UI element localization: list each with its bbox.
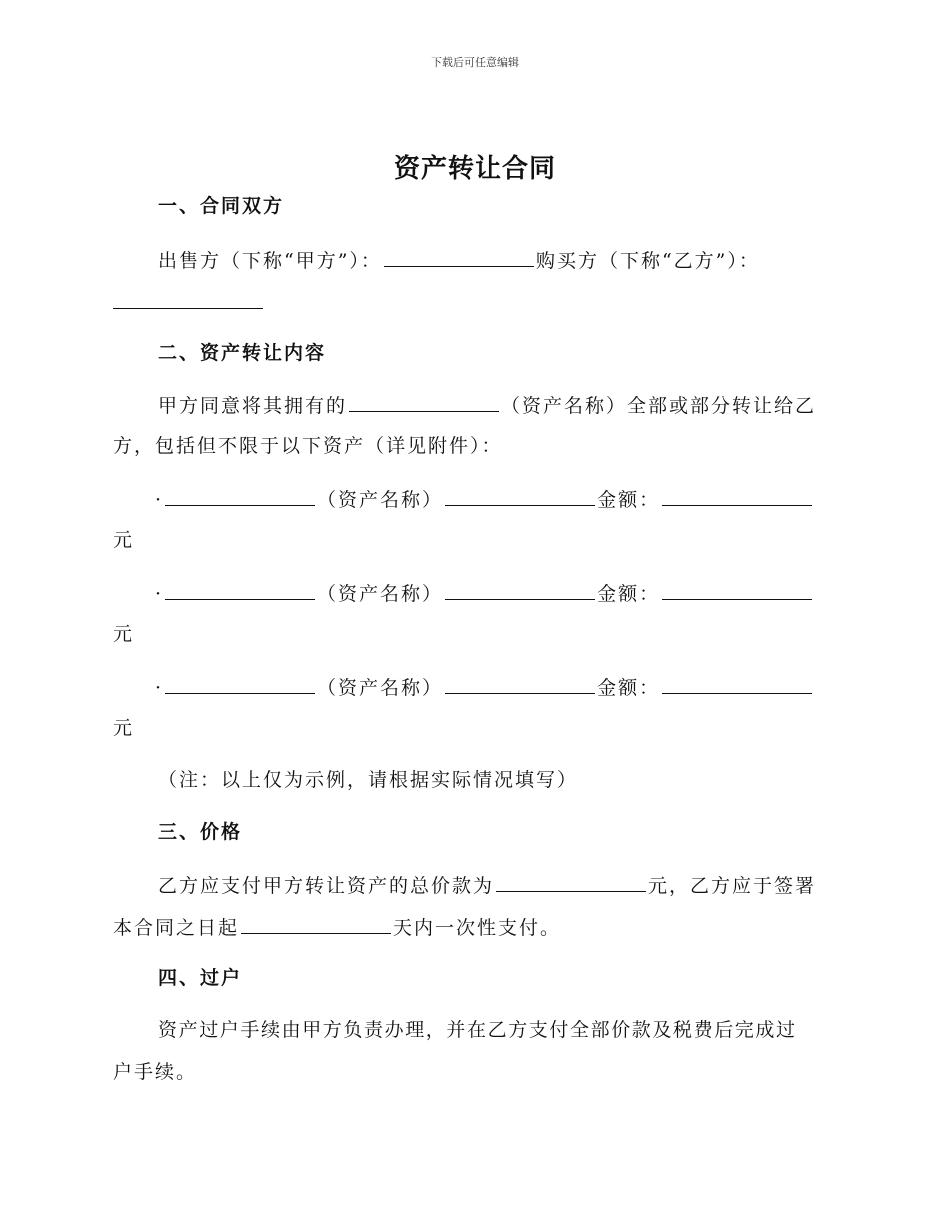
s3-para-line-1 [158,875,828,896]
s2-para-line-2 [113,437,828,456]
section-2-heading: 二、资产转让内容 [158,342,327,364]
yuan-unit: 元 [113,529,135,551]
asset-row-2-unit [113,625,828,644]
asset-3-blank[interactable] [165,677,315,694]
asset-2-detail-blank[interactable] [445,583,595,600]
bullet: · [155,489,164,511]
section-1-heading: 一、合同双方 [158,195,285,217]
page-title: 资产转让合同 [393,154,556,184]
parties-line [158,250,828,271]
asset-3-amount-blank[interactable] [662,677,812,694]
asset-row-2 [155,583,828,604]
total-price-blank[interactable] [496,875,646,892]
asset-2-amount-blank[interactable] [662,583,812,600]
asset-row-1 [155,489,828,510]
payment-days-blank[interactable] [241,917,391,934]
example-note: （注：以上仅为示例，请根据实际情况填写） [158,769,579,791]
asset-1-blank[interactable] [165,489,315,506]
asset-name-label: （资产名称） [317,583,444,605]
s4-para-line-1: 资产过户手续由甲方负责办理，并在乙方支付全部价款及税费后完成过 [158,1019,797,1041]
owned-asset-blank[interactable] [349,395,499,412]
asset-row-3-unit [113,719,828,738]
s2-text-c: 方，包括但不限于以下资产（详见附件）： [113,435,503,457]
section-4-heading: 四、过户 [158,967,243,989]
asset-row-3 [155,677,828,698]
asset-row-1-unit [113,531,828,550]
amount-label: 金额： [597,677,661,699]
yuan-unit: 元 [113,623,135,645]
asset-name-label: （资产名称） [317,677,444,699]
yuan-unit: 元 [113,717,135,739]
asset-name-label: （资产名称） [317,489,444,511]
s4-para-line-2: 户手续。 [113,1061,198,1083]
buyer-blank-line [113,292,828,313]
amount-label: 金额： [597,489,661,511]
amount-label: 金额： [597,583,661,605]
asset-2-blank[interactable] [165,583,315,600]
s3-text-a: 乙方应支付甲方转让资产的总价款为 [158,875,495,897]
s3-text-d: 天内一次性支付。 [393,917,562,939]
s2-para-line-1 [158,395,828,416]
s3-text-b: 元，乙方应于签署 [648,875,817,897]
asset-1-amount-blank[interactable] [662,489,812,506]
header-note: 下载后可任意编辑 [431,56,519,69]
seller-label: 出售方（下称“甲方”）： [158,250,382,272]
s3-text-c: 本合同之日起 [113,917,240,939]
asset-1-detail-blank[interactable] [445,489,595,506]
bullet: · [155,677,164,699]
buyer-label: 购买方（下称“乙方”）： [535,250,760,272]
seller-blank[interactable] [384,250,534,267]
s2-text-a: 甲方同意将其拥有的 [158,395,348,417]
asset-3-detail-blank[interactable] [445,677,595,694]
buyer-blank[interactable] [113,292,263,309]
bullet: · [155,583,164,605]
s2-text-b: （资产名称）全部或部分转让给乙 [501,395,817,417]
s3-para-line-2 [113,917,828,938]
section-3-heading: 三、价格 [158,821,243,843]
